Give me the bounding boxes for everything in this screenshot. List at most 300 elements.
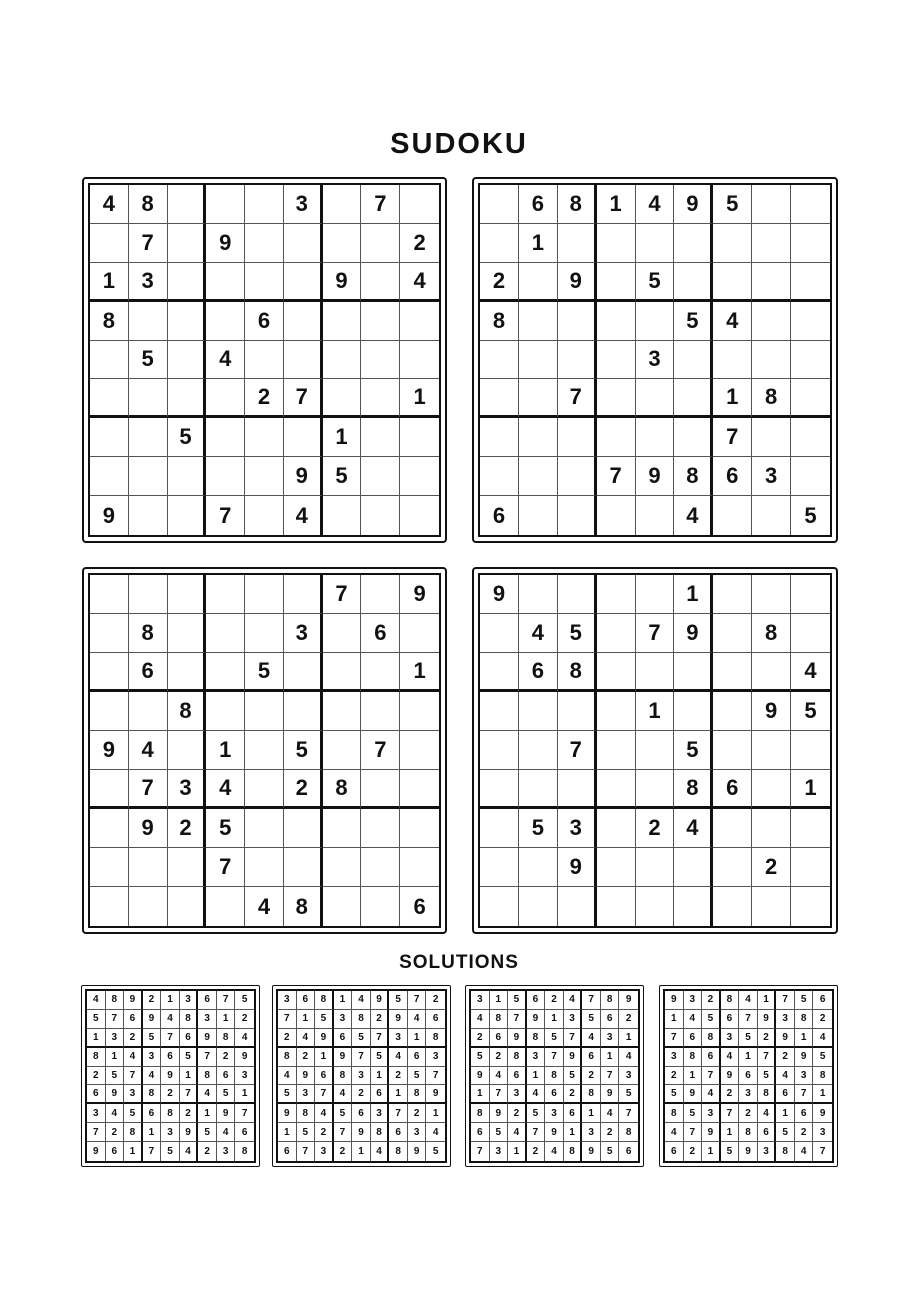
sudoku-cell [206, 887, 245, 926]
sudoku-cell [519, 692, 558, 731]
sudoku-cell: 3 [235, 1067, 254, 1086]
sudoku-cell [400, 770, 439, 809]
sudoku-cell: 3 [284, 185, 323, 224]
sudoku-cell [480, 809, 519, 848]
sudoku-cell: 7 [582, 991, 601, 1010]
sudoku-cell [90, 224, 129, 263]
sudoku-cell [519, 457, 558, 496]
sudoku-cell: 5 [471, 1048, 490, 1067]
sudoku-cell: 9 [180, 1123, 199, 1142]
sudoku-cell [168, 263, 207, 302]
sudoku-cell: 6 [684, 1029, 703, 1048]
sudoku-cell: 9 [143, 1010, 162, 1029]
sudoku-cell [597, 770, 636, 809]
sudoku-cell [519, 887, 558, 926]
sudoku-cell: 6 [721, 1010, 740, 1029]
sudoku-cell [597, 496, 636, 535]
sudoku-cell [90, 887, 129, 926]
sudoku-cell: 8 [558, 185, 597, 224]
sudoku-cell: 5 [636, 263, 675, 302]
sudoku-cell: 9 [426, 1085, 445, 1104]
sudoku-cell [206, 185, 245, 224]
sudoku-cell: 6 [739, 1067, 758, 1086]
sudoku-cell: 6 [545, 1085, 564, 1104]
sudoku-cell: 5 [87, 1010, 106, 1029]
sudoku-cell [713, 614, 752, 653]
sudoku-cell: 6 [389, 1123, 408, 1142]
sudoku-cell [752, 809, 791, 848]
sudoku-cell: 2 [168, 809, 207, 848]
sudoku-cell: 4 [426, 1123, 445, 1142]
sudoku-cell [245, 848, 284, 887]
solutions-heading: SOLUTIONS [399, 952, 519, 973]
sudoku-cell: 4 [739, 991, 758, 1010]
sudoku-cell: 8 [143, 1085, 162, 1104]
sudoku-cell: 3 [352, 1067, 371, 1086]
sudoku-cell [480, 692, 519, 731]
sudoku-cell [597, 614, 636, 653]
sudoku-cell [168, 731, 207, 770]
sudoku-cell: 7 [527, 1123, 546, 1142]
sudoku-cell: 8 [315, 991, 334, 1010]
sudoku-cell [713, 848, 752, 887]
sudoku-cell [284, 224, 323, 263]
sudoku-cell: 1 [180, 1067, 199, 1086]
sudoku-cell: 2 [665, 1067, 684, 1086]
sudoku-cell: 9 [124, 991, 143, 1010]
sudoku-cell: 4 [776, 1067, 795, 1086]
sudoku-cell [361, 887, 400, 926]
sudoku-cell: 1 [334, 991, 353, 1010]
sudoku-cell: 7 [721, 1104, 740, 1123]
sudoku-cell: 3 [527, 1048, 546, 1067]
sudoku-cell [323, 731, 362, 770]
sudoku-cell: 2 [161, 1085, 180, 1104]
sudoku-cell [361, 770, 400, 809]
sudoku-cell: 2 [813, 1010, 832, 1029]
sudoku-cell: 9 [206, 224, 245, 263]
sudoku-cell [636, 887, 675, 926]
sudoku-cell [597, 341, 636, 380]
sudoku-cell: 6 [813, 991, 832, 1010]
sudoku-cell: 5 [217, 1085, 236, 1104]
sudoku-cell: 3 [161, 1123, 180, 1142]
sudoku-cell: 8 [217, 1029, 236, 1048]
sudoku-cell [791, 418, 830, 457]
sudoku-cell: 7 [284, 379, 323, 418]
sudoku-cell: 2 [758, 1029, 777, 1048]
sudoku-cell: 6 [408, 1048, 427, 1067]
sudoku-cell: 8 [471, 1104, 490, 1123]
sudoku-cell: 5 [297, 1123, 316, 1142]
sudoku-cell: 7 [361, 731, 400, 770]
sudoku-cell: 8 [90, 302, 129, 341]
sudoku-cell: 7 [278, 1010, 297, 1029]
sudoku-cell [713, 731, 752, 770]
sudoku-cell [519, 379, 558, 418]
sudoku-cell [480, 653, 519, 692]
sudoku-cell: 5 [106, 1067, 125, 1086]
sudoku-cell [558, 887, 597, 926]
sudoku-cell: 7 [217, 991, 236, 1010]
sudoku-cell: 3 [180, 991, 199, 1010]
sudoku-cell [129, 848, 168, 887]
sudoku-cell: 2 [217, 1048, 236, 1067]
sudoku-cell: 6 [713, 457, 752, 496]
sudoku-cell: 3 [558, 809, 597, 848]
sudoku-cell: 8 [389, 1142, 408, 1161]
sudoku-cell: 7 [776, 991, 795, 1010]
sudoku-cell: 8 [545, 1067, 564, 1086]
sudoku-cell: 6 [519, 653, 558, 692]
sudoku-cell: 5 [558, 614, 597, 653]
sudoku-cell: 3 [619, 1067, 638, 1086]
sudoku-cell: 6 [582, 1048, 601, 1067]
sudoku-cell: 5 [352, 1029, 371, 1048]
sudoku-cell: 6 [297, 991, 316, 1010]
sudoku-cell: 4 [508, 1123, 527, 1142]
sudoku-cell: 1 [217, 1010, 236, 1029]
sudoku-cell [284, 809, 323, 848]
sudoku-cell: 4 [400, 263, 439, 302]
sudoku-cell: 9 [284, 457, 323, 496]
sudoku-cell: 1 [721, 1123, 740, 1142]
sudoku-cell [206, 575, 245, 614]
sudoku-cell [480, 224, 519, 263]
sudoku-cell: 9 [217, 1104, 236, 1123]
sudoku-cell [597, 731, 636, 770]
sudoku-cell: 6 [87, 1085, 106, 1104]
sudoku-cell [636, 379, 675, 418]
sudoku-cell: 6 [508, 1067, 527, 1086]
sudoku-cell: 6 [161, 1048, 180, 1067]
sudoku-cell [361, 379, 400, 418]
sudoku-cell: 1 [795, 1029, 814, 1048]
sudoku-cell: 5 [389, 991, 408, 1010]
sudoku-cell: 8 [674, 457, 713, 496]
sudoku-cell: 1 [684, 1067, 703, 1086]
sudoku-cell: 4 [758, 1104, 777, 1123]
sudoku-cell: 9 [601, 1085, 620, 1104]
sudoku-cell: 1 [545, 1010, 564, 1029]
sudoku-cell [323, 302, 362, 341]
sudoku-cell: 4 [527, 1085, 546, 1104]
sudoku-cell: 5 [684, 1104, 703, 1123]
sudoku-cell: 3 [371, 1104, 390, 1123]
sudoku-cell [284, 341, 323, 380]
sudoku-cell [558, 770, 597, 809]
sudoku-cell: 8 [198, 1067, 217, 1086]
solution-board [663, 989, 834, 1163]
sudoku-cell [361, 341, 400, 380]
sudoku-cell [206, 653, 245, 692]
sudoku-cell [597, 809, 636, 848]
sudoku-cell [361, 457, 400, 496]
sudoku-cell: 3 [582, 1123, 601, 1142]
sudoku-cell: 4 [124, 1048, 143, 1067]
sudoku-cell [674, 341, 713, 380]
sudoku-cell [752, 575, 791, 614]
sudoku-cell: 5 [198, 1123, 217, 1142]
sudoku-cell [245, 692, 284, 731]
sudoku-cell: 4 [791, 653, 830, 692]
sudoku-cell [206, 692, 245, 731]
sudoku-cell: 4 [564, 991, 583, 1010]
sudoku-cell: 2 [245, 379, 284, 418]
sudoku-cell: 1 [426, 1104, 445, 1123]
sudoku-cell: 3 [408, 1123, 427, 1142]
sudoku-cell: 4 [235, 1029, 254, 1048]
sudoku-cell: 1 [490, 991, 509, 1010]
sudoku-cell [519, 341, 558, 380]
sudoku-cell: 2 [490, 1048, 509, 1067]
sudoku-cell: 7 [665, 1029, 684, 1048]
sudoku-cell: 8 [619, 1123, 638, 1142]
sudoku-cell [129, 302, 168, 341]
sudoku-cell: 8 [508, 1048, 527, 1067]
sudoku-cell: 9 [636, 457, 675, 496]
sudoku-cell: 9 [795, 1048, 814, 1067]
sudoku-cell [791, 302, 830, 341]
sudoku-cell [90, 614, 129, 653]
sudoku-cell: 1 [278, 1123, 297, 1142]
sudoku-cell: 1 [297, 1010, 316, 1029]
sudoku-cell: 7 [558, 379, 597, 418]
solution-board [276, 989, 447, 1163]
sudoku-cell: 4 [713, 302, 752, 341]
sudoku-cell: 3 [87, 1104, 106, 1123]
sudoku-cell [323, 614, 362, 653]
sudoku-puzzle-2 [472, 177, 838, 543]
sudoku-cell: 9 [278, 1104, 297, 1123]
sudoku-cell: 2 [297, 1048, 316, 1067]
solution-board [469, 989, 640, 1163]
sudoku-cell [400, 457, 439, 496]
sudoku-cell [168, 496, 207, 535]
sudoku-cell [791, 848, 830, 887]
sudoku-cell: 8 [241, 1146, 248, 1158]
sudoku-cell: 8 [371, 1123, 390, 1142]
sudoku-cell: 1 [527, 1067, 546, 1086]
sudoku-cell: 6 [471, 1123, 490, 1142]
sudoku-cell [597, 692, 636, 731]
sudoku-cell: 4 [352, 991, 371, 1010]
sudoku-cell: 2 [426, 991, 445, 1010]
sudoku-cell: 5 [432, 1146, 439, 1158]
sudoku-cell [245, 185, 284, 224]
page-title: SUDOKU [390, 128, 528, 160]
sudoku-cell: 3 [636, 341, 675, 380]
sudoku-cell: 8 [161, 1104, 180, 1123]
sudoku-cell: 7 [408, 991, 427, 1010]
sudoku-cell: 9 [400, 575, 439, 614]
sudoku-cell: 3 [278, 991, 297, 1010]
sudoku-cell [129, 887, 168, 926]
sudoku-cell: 4 [813, 1029, 832, 1048]
sudoku-cell: 5 [674, 302, 713, 341]
sudoku-cell [284, 653, 323, 692]
sudoku-cell: 1 [206, 731, 245, 770]
sudoku-cell [752, 653, 791, 692]
sudoku-cell: 4 [471, 1010, 490, 1029]
sudoku-cell: 4 [180, 1142, 199, 1161]
sudoku-cell [168, 614, 207, 653]
sudoku-cell [713, 887, 752, 926]
sudoku-cell: 7 [564, 1029, 583, 1048]
sudoku-cell [597, 302, 636, 341]
sudoku-cell: 8 [558, 653, 597, 692]
sudoku-cell: 6 [413, 893, 426, 919]
sudoku-cell [361, 263, 400, 302]
sudoku-cell: 1 [198, 1104, 217, 1123]
sudoku-cell [323, 653, 362, 692]
sudoku-cell: 4 [795, 1142, 814, 1161]
sudoku-cell: 1 [352, 1142, 371, 1161]
sudoku-cell: 6 [426, 1010, 445, 1029]
sudoku-cell: 9 [161, 1067, 180, 1086]
sudoku-cell [791, 224, 830, 263]
sudoku-cell: 4 [545, 1142, 564, 1161]
sudoku-cell [752, 887, 791, 926]
sudoku-cell: 4 [217, 1123, 236, 1142]
sudoku-cell [168, 185, 207, 224]
sudoku-cell: 2 [371, 1010, 390, 1029]
sudoku-cell: 1 [597, 185, 636, 224]
sudoku-cell [480, 731, 519, 770]
sudoku-cell [636, 224, 675, 263]
sudoku-cell: 5 [582, 1010, 601, 1029]
sudoku-cell [480, 848, 519, 887]
sudoku-cell [636, 418, 675, 457]
sudoku-cell: 6 [625, 1146, 632, 1158]
sudoku-cell: 3 [665, 1048, 684, 1067]
sudoku-cell: 4 [674, 809, 713, 848]
sudoku-cell: 9 [90, 496, 129, 535]
sudoku-cell [674, 887, 713, 926]
sudoku-cell [480, 341, 519, 380]
sudoku-cell: 2 [408, 1104, 427, 1123]
sudoku-cell: 3 [545, 1104, 564, 1123]
sudoku-cell: 8 [752, 614, 791, 653]
sudoku-cell: 6 [106, 1142, 125, 1161]
sudoku-cell: 9 [389, 1010, 408, 1029]
sudoku-cell [558, 302, 597, 341]
sudoku-cell: 4 [278, 1067, 297, 1086]
sudoku-cell: 2 [198, 1142, 217, 1161]
sudoku-puzzle-1 [82, 177, 447, 543]
sudoku-cell [791, 457, 830, 496]
sudoku-cell: 6 [352, 1104, 371, 1123]
sudoku-cell [168, 887, 207, 926]
sudoku-cell [245, 341, 284, 380]
sudoku-cell [519, 302, 558, 341]
sudoku-cell [636, 731, 675, 770]
sudoku-cell [323, 379, 362, 418]
sudoku-cell: 2 [702, 991, 721, 1010]
sudoku-puzzle-4 [472, 567, 838, 934]
sudoku-cell: 1 [776, 1104, 795, 1123]
sudoku-cell [245, 770, 284, 809]
sudoku-cell: 6 [480, 496, 519, 535]
sudoku-cell: 1 [564, 1123, 583, 1142]
sudoku-cell: 7 [471, 1142, 490, 1161]
sudoku-cell: 5 [601, 1142, 620, 1161]
sudoku-cell [636, 653, 675, 692]
sudoku-cell: 8 [129, 185, 168, 224]
sudoku-cell: 3 [143, 1048, 162, 1067]
sudoku-cell [400, 185, 439, 224]
sudoku-cell: 5 [674, 731, 713, 770]
sudoku-cell: 1 [371, 1067, 390, 1086]
sudoku-cell: 5 [129, 341, 168, 380]
sudoku-cell [284, 848, 323, 887]
sudoku-cell: 4 [721, 1048, 740, 1067]
sudoku-cell [597, 653, 636, 692]
sudoku-cell: 8 [752, 379, 791, 418]
sudoku-cell: 2 [106, 1123, 125, 1142]
sudoku-cell [90, 848, 129, 887]
sudoku-cell [674, 379, 713, 418]
sudoku-cell: 2 [684, 1142, 703, 1161]
sudoku-cell [129, 496, 168, 535]
sudoku-cell: 7 [206, 496, 245, 535]
sudoku-cell: 8 [527, 1029, 546, 1048]
sudoku-cell: 9 [527, 1010, 546, 1029]
sudoku-cell: 9 [129, 809, 168, 848]
sudoku-cell: 2 [721, 1085, 740, 1104]
sudoku-cell: 1 [161, 991, 180, 1010]
sudoku-cell: 2 [334, 1142, 353, 1161]
sudoku-cell: 6 [180, 1029, 199, 1048]
sudoku-cell: 7 [180, 1085, 199, 1104]
sudoku-cell: 3 [564, 1010, 583, 1029]
sudoku-cell: 3 [508, 1085, 527, 1104]
sudoku-cell [713, 653, 752, 692]
sudoku-cell: 2 [508, 1104, 527, 1123]
sudoku-cell: 5 [527, 1104, 546, 1123]
sudoku-cell: 1 [813, 1085, 832, 1104]
sudoku-cell: 2 [795, 1123, 814, 1142]
sudoku-cell [206, 379, 245, 418]
sudoku-cell [245, 457, 284, 496]
sudoku-cell [752, 418, 791, 457]
sudoku-cell: 9 [408, 1142, 427, 1161]
sudoku-cell: 7 [558, 731, 597, 770]
sudoku-cell [129, 418, 168, 457]
sudoku-cell: 6 [601, 1010, 620, 1029]
sudoku-cell: 5 [545, 1029, 564, 1048]
sudoku-cell [245, 418, 284, 457]
sudoku-cell: 8 [795, 1010, 814, 1029]
sudoku-cell: 5 [408, 1067, 427, 1086]
sudoku-cell: 2 [739, 1104, 758, 1123]
sudoku-cell [791, 809, 830, 848]
sudoku-cell: 7 [619, 1104, 638, 1123]
sudoku-cell: 1 [739, 1048, 758, 1067]
sudoku-cell [519, 575, 558, 614]
sudoku-cell: 2 [389, 1067, 408, 1086]
sudoku-cell [129, 379, 168, 418]
sudoku-cell [597, 887, 636, 926]
sudoku-cell: 7 [684, 1123, 703, 1142]
sudoku-cell [90, 457, 129, 496]
sudoku-cell [597, 575, 636, 614]
solution-grid-2 [272, 985, 451, 1167]
sudoku-cell: 8 [124, 1123, 143, 1142]
sudoku-cell: 6 [527, 991, 546, 1010]
sudoku-cell: 6 [235, 1123, 254, 1142]
sudoku-cell: 9 [352, 1123, 371, 1142]
